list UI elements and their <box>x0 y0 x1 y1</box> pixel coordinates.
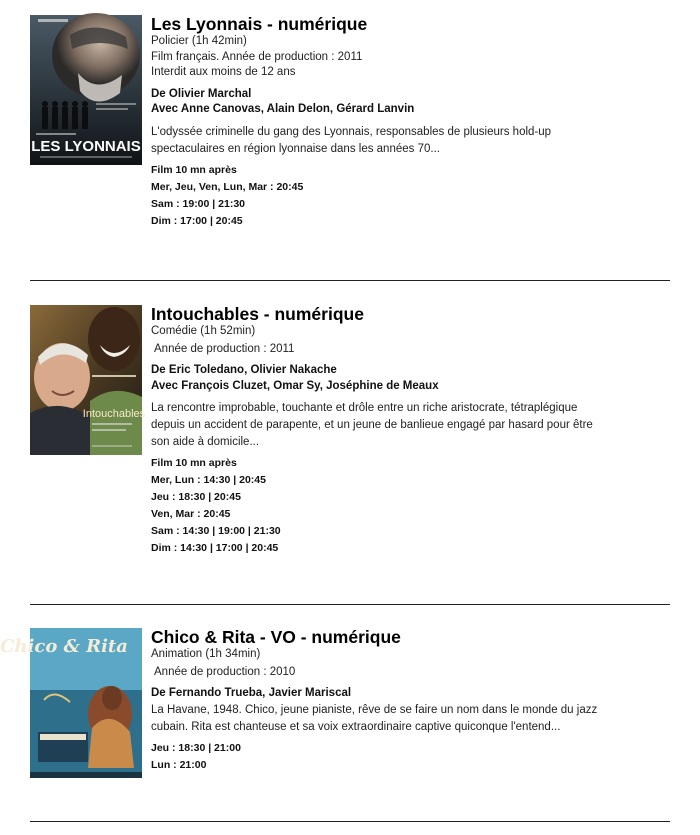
poster-les-lyonnais[interactable] <box>30 15 142 165</box>
synopsis-line: cubain. Rita est chanteuse et sa voix extraordinaire captive quiconque l'entend... <box>151 720 561 733</box>
svg-text:LES LYONNAIS: LES LYONNAIS <box>31 138 141 155</box>
film-genre: Comédie (1h 52min) <box>151 325 256 337</box>
film-synopsis <box>151 400 670 451</box>
film-title[interactable]: Intouchables - numérique <box>151 304 364 324</box>
film-divider <box>30 821 670 822</box>
film-genre: Animation (1h 34min) <box>151 648 261 660</box>
schedule-note: Film 10 mn après <box>151 457 237 469</box>
poster-intouchables-image <box>30 305 146 455</box>
synopsis-line: depuis un accident de parapente, et un jeune de banlieue engagé par hasard pour être <box>151 419 593 431</box>
film-production-info: Film français. Année de production : 2011 <box>151 50 363 63</box>
synopsis-line: L'odyssée criminelle du gang des Lyonnais, responsables de plusieurs hold-up <box>151 125 552 138</box>
poster-chico-rita-image <box>0 628 142 778</box>
schedule-line: Dim : 17:00 | 20:45 <box>151 214 243 227</box>
film-info-chico-rita <box>151 628 670 774</box>
film-info-les-lyonnais <box>151 15 670 230</box>
film-title[interactable]: Chico & Rita - VO - numérique <box>151 627 401 647</box>
schedule-line: Mer, Jeu, Ven, Lun, Mar : 20:45 <box>151 180 304 193</box>
film-schedule <box>151 740 670 774</box>
film-schedule <box>151 455 670 557</box>
film-director: De Fernando Trueba, Javier Mariscal <box>151 687 352 699</box>
schedule-line: Jeu : 18:30 | 20:45 <box>151 491 241 503</box>
synopsis-line: La Havane, 1948. Chico, jeune pianiste, rêve de se faire un nom dans le monde du jazz <box>151 703 598 716</box>
film-title[interactable]: Les Lyonnais - numérique <box>151 14 368 34</box>
poster-les-lyonnais-image <box>30 15 142 165</box>
schedule-line: Jeu : 18:30 | 21:00 <box>151 741 241 754</box>
film-divider <box>30 604 670 605</box>
schedule-line: Lun : 21:00 <box>151 758 207 771</box>
film-director: De Eric Toledano, Olivier Nakache <box>151 364 337 376</box>
synopsis-line: son aide à domicile... <box>151 436 260 448</box>
film-synopsis <box>151 124 670 158</box>
film-production-info: Année de production : 2011 <box>154 342 295 355</box>
film-cast: Avec François Cluzet, Omar Sy, Joséphine de Meaux <box>151 379 439 392</box>
film-divider <box>30 280 670 281</box>
poster-intouchables[interactable] <box>30 305 146 455</box>
film-age-rating: Interdit aux moins de 12 ans <box>151 66 296 78</box>
film-genre: Policier (1h 42min) <box>151 35 247 47</box>
schedule-note: Film 10 mn après <box>151 163 237 176</box>
synopsis-line: spectaculaires en région lyonnaise dans les années 70... <box>151 142 440 155</box>
schedule-line: Sam : 14:30 | 19:00 | 21:30 <box>151 525 281 537</box>
synopsis-line: La rencontre improbable, touchante et drôle entre un riche aristocrate, tétraplégique <box>151 402 578 414</box>
film-production-info: Année de production : 2010 <box>154 665 296 678</box>
film-cast: Avec Anne Canovas, Alain Delon, Gérard Lanvin <box>151 103 415 115</box>
svg-text:Chico & Rita: Chico & Rita <box>0 636 128 657</box>
film-info-intouchables <box>151 305 670 557</box>
schedule-line: Ven, Mar : 20:45 <box>151 508 231 520</box>
schedule-line: Dim : 14:30 | 17:00 | 20:45 <box>151 542 279 554</box>
svg-text:Intouchables: Intouchables <box>82 408 146 420</box>
schedule-line: Mer, Lun : 14:30 | 20:45 <box>151 474 266 486</box>
schedule-line: Sam : 19:00 | 21:30 <box>151 197 245 210</box>
film-schedule <box>151 162 670 230</box>
poster-chico-rita[interactable] <box>0 628 142 778</box>
film-synopsis <box>151 702 670 736</box>
film-director: De Olivier Marchal <box>151 87 252 100</box>
